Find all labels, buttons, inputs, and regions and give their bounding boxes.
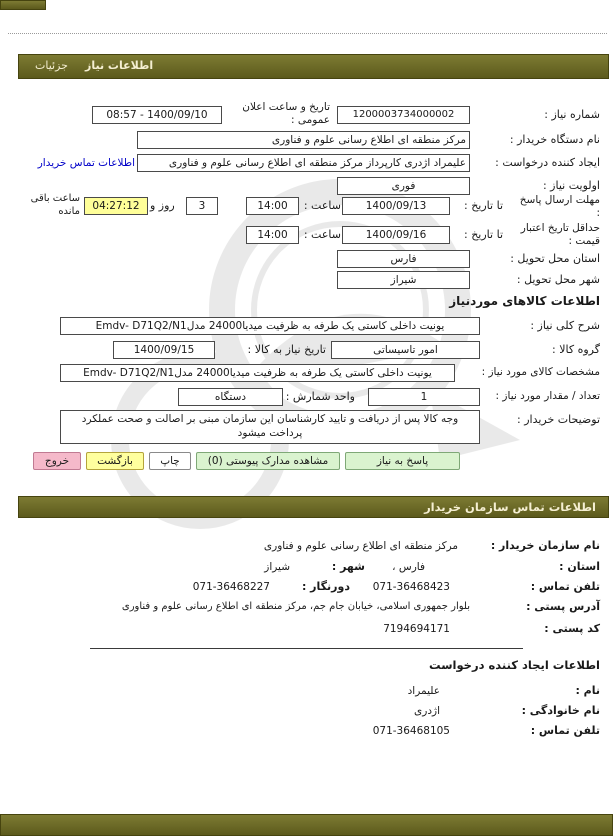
- need-desc-label: شرح کلی نیاز :: [530, 319, 600, 332]
- validity-time-field[interactable]: 14:00: [246, 226, 299, 244]
- contact-address-value: بلوار جمهوری اسلامی، خیابان جام جم، مرکز منطقه ای اطلاع رسانی علوم و فناوری: [121, 601, 470, 612]
- deadline-hour-label: ساعت :: [303, 199, 341, 212]
- goods-qty-label: تعداد / مقدار مورد نیاز :: [495, 390, 600, 402]
- delivery-city-label: شهر محل تحویل :: [516, 273, 600, 286]
- tab-details[interactable]: جزئیات: [35, 59, 68, 72]
- creator-family-label: نام خانوادگی :: [521, 704, 600, 717]
- contact-province-label: استان :: [559, 560, 600, 573]
- priority-label: اولویت نیاز :: [542, 179, 600, 192]
- need-desc-field[interactable]: یونیت داخلی کاستی یک طرفه به ظرفیت میدیا24000 مدلEmdv- D71Q2/N1: [60, 317, 480, 335]
- reply-deadline-label: مهلت ارسال پاسخ :: [519, 194, 600, 219]
- buyer-org-field[interactable]: مرکز منطقه ای اطلاع رسانی علوم و فناوری: [137, 131, 470, 149]
- contact-fax-label: دورنگار :: [301, 580, 350, 593]
- goods-need-date-label: تاریخ نیاز به کالا :: [247, 343, 326, 356]
- contact-phone-label: تلفن تماس :: [530, 580, 600, 593]
- header-bar: [18, 54, 609, 79]
- tab-need-info[interactable]: اطلاعات نیاز: [85, 59, 154, 72]
- contact-postal-label: کد پستی :: [544, 622, 600, 635]
- goods-group-label: گروه کالا :: [552, 343, 600, 356]
- countdown-remaining-label: ساعت باقی مانده: [30, 193, 80, 217]
- creator-phone-value: 071-36468105: [372, 725, 450, 737]
- creator-family-value: اژدری: [414, 705, 440, 717]
- delivery-province-label: استان محل تحویل :: [510, 252, 600, 265]
- request-creator-label: ایجاد کننده درخواست :: [495, 156, 600, 169]
- contact-address-label: آدرس پستی :: [526, 600, 600, 613]
- contact-city-label: شهر :: [331, 560, 365, 573]
- buyer-org-label: نام دستگاه خریدار :: [509, 133, 600, 146]
- price-validity-label: حداقل تاریخ اعتبار قیمت :: [520, 222, 600, 247]
- contact-province-value: فارس ،: [392, 561, 425, 573]
- delivery-province-field[interactable]: فارس: [337, 250, 470, 268]
- contact-phone-value: 071-36468423: [372, 581, 450, 593]
- countdown-time-box: 04:27:12: [84, 197, 148, 215]
- validity-until-date-label: تا تاریخ :: [464, 228, 503, 241]
- buyer-contact-link[interactable]: اطلاعات تماس خریدار: [37, 157, 135, 169]
- view-attachments-button[interactable]: مشاهده مدارک پیوستی (0): [196, 452, 340, 470]
- announce-datetime-label: تاریخ و ساعت اعلان عمومی :: [242, 101, 330, 126]
- goods-unit-field[interactable]: دستگاه: [178, 388, 283, 406]
- goods-spec-field[interactable]: یونیت داخلی کاستی یک طرفه به ظرفیت میدیا24000 مدلEmdv- D71Q2/N1: [60, 364, 455, 382]
- top-edge-fragment: [0, 0, 46, 10]
- contact-org-label: نام سازمان خریدار :: [490, 539, 600, 552]
- respond-button[interactable]: پاسخ به نیاز: [345, 452, 460, 470]
- request-creator-field[interactable]: علیمراد اژدری کارپرداز مرکز منطقه ای اطلاع رسانی علوم و فناوری: [137, 154, 470, 172]
- creator-name-label: نام :: [575, 684, 600, 697]
- deadline-until-date-label: تا تاریخ :: [464, 199, 503, 212]
- countdown-days-label: روز و: [150, 199, 175, 212]
- validity-date-field[interactable]: 1400/09/16: [342, 226, 450, 244]
- need-number-label: شماره نیاز :: [544, 108, 600, 121]
- buyer-notes-field[interactable]: وجه کالا پس از دریافت و تایید کارشناسان این سازمان مبنی بر اصالت و صحت عملکرد پرداخت میشود: [60, 410, 480, 444]
- goods-qty-field[interactable]: 1: [368, 388, 480, 406]
- exit-button[interactable]: خروج: [33, 452, 81, 470]
- validity-hour-label: ساعت :: [303, 228, 341, 241]
- contact-section-title: اطلاعات تماس سازمان خریدار: [424, 500, 596, 514]
- top-dotted-divider: [8, 33, 607, 34]
- goods-need-date-field[interactable]: 1400/09/15: [113, 341, 215, 359]
- contact-org-value: مرکز منطقه ای اطلاع رسانی علوم و فناوری: [263, 540, 458, 552]
- footer-bar: [0, 814, 613, 836]
- print-button[interactable]: چاپ: [149, 452, 191, 470]
- contact-postal-value: 7194694171: [383, 623, 450, 635]
- priority-field[interactable]: فوری: [337, 177, 470, 195]
- delivery-city-field[interactable]: شیراز: [337, 271, 470, 289]
- contact-city-value: شیراز: [264, 561, 290, 573]
- contact-divider: [90, 648, 523, 649]
- creator-name-value: علیمراد: [407, 685, 440, 697]
- goods-section-title: اطلاعات کالاهای موردنیاز: [449, 294, 600, 308]
- contact-section-bar: [18, 496, 609, 518]
- announce-datetime-field[interactable]: 1400/09/10 - 08:57: [92, 106, 222, 124]
- deadline-time-field[interactable]: 14:00: [246, 197, 299, 215]
- goods-unit-label: واحد شمارش :: [285, 390, 355, 403]
- back-button[interactable]: بازگشت: [86, 452, 144, 470]
- contact-fax-value: 071-36468227: [192, 581, 270, 593]
- creator-phone-label: تلفن تماس :: [530, 724, 600, 737]
- deadline-date-field[interactable]: 1400/09/13: [342, 197, 450, 215]
- goods-group-field[interactable]: امور تاسیساتی: [331, 341, 480, 359]
- need-number-field[interactable]: 1200003734000002: [337, 106, 470, 124]
- goods-spec-label: مشخصات کالای مورد نیاز :: [481, 366, 600, 378]
- countdown-days-box: 3: [186, 197, 218, 215]
- buyer-notes-label: توضیحات خریدار :: [517, 413, 600, 426]
- creator-section-title: اطلاعات ایجاد کننده درخواست: [429, 658, 600, 672]
